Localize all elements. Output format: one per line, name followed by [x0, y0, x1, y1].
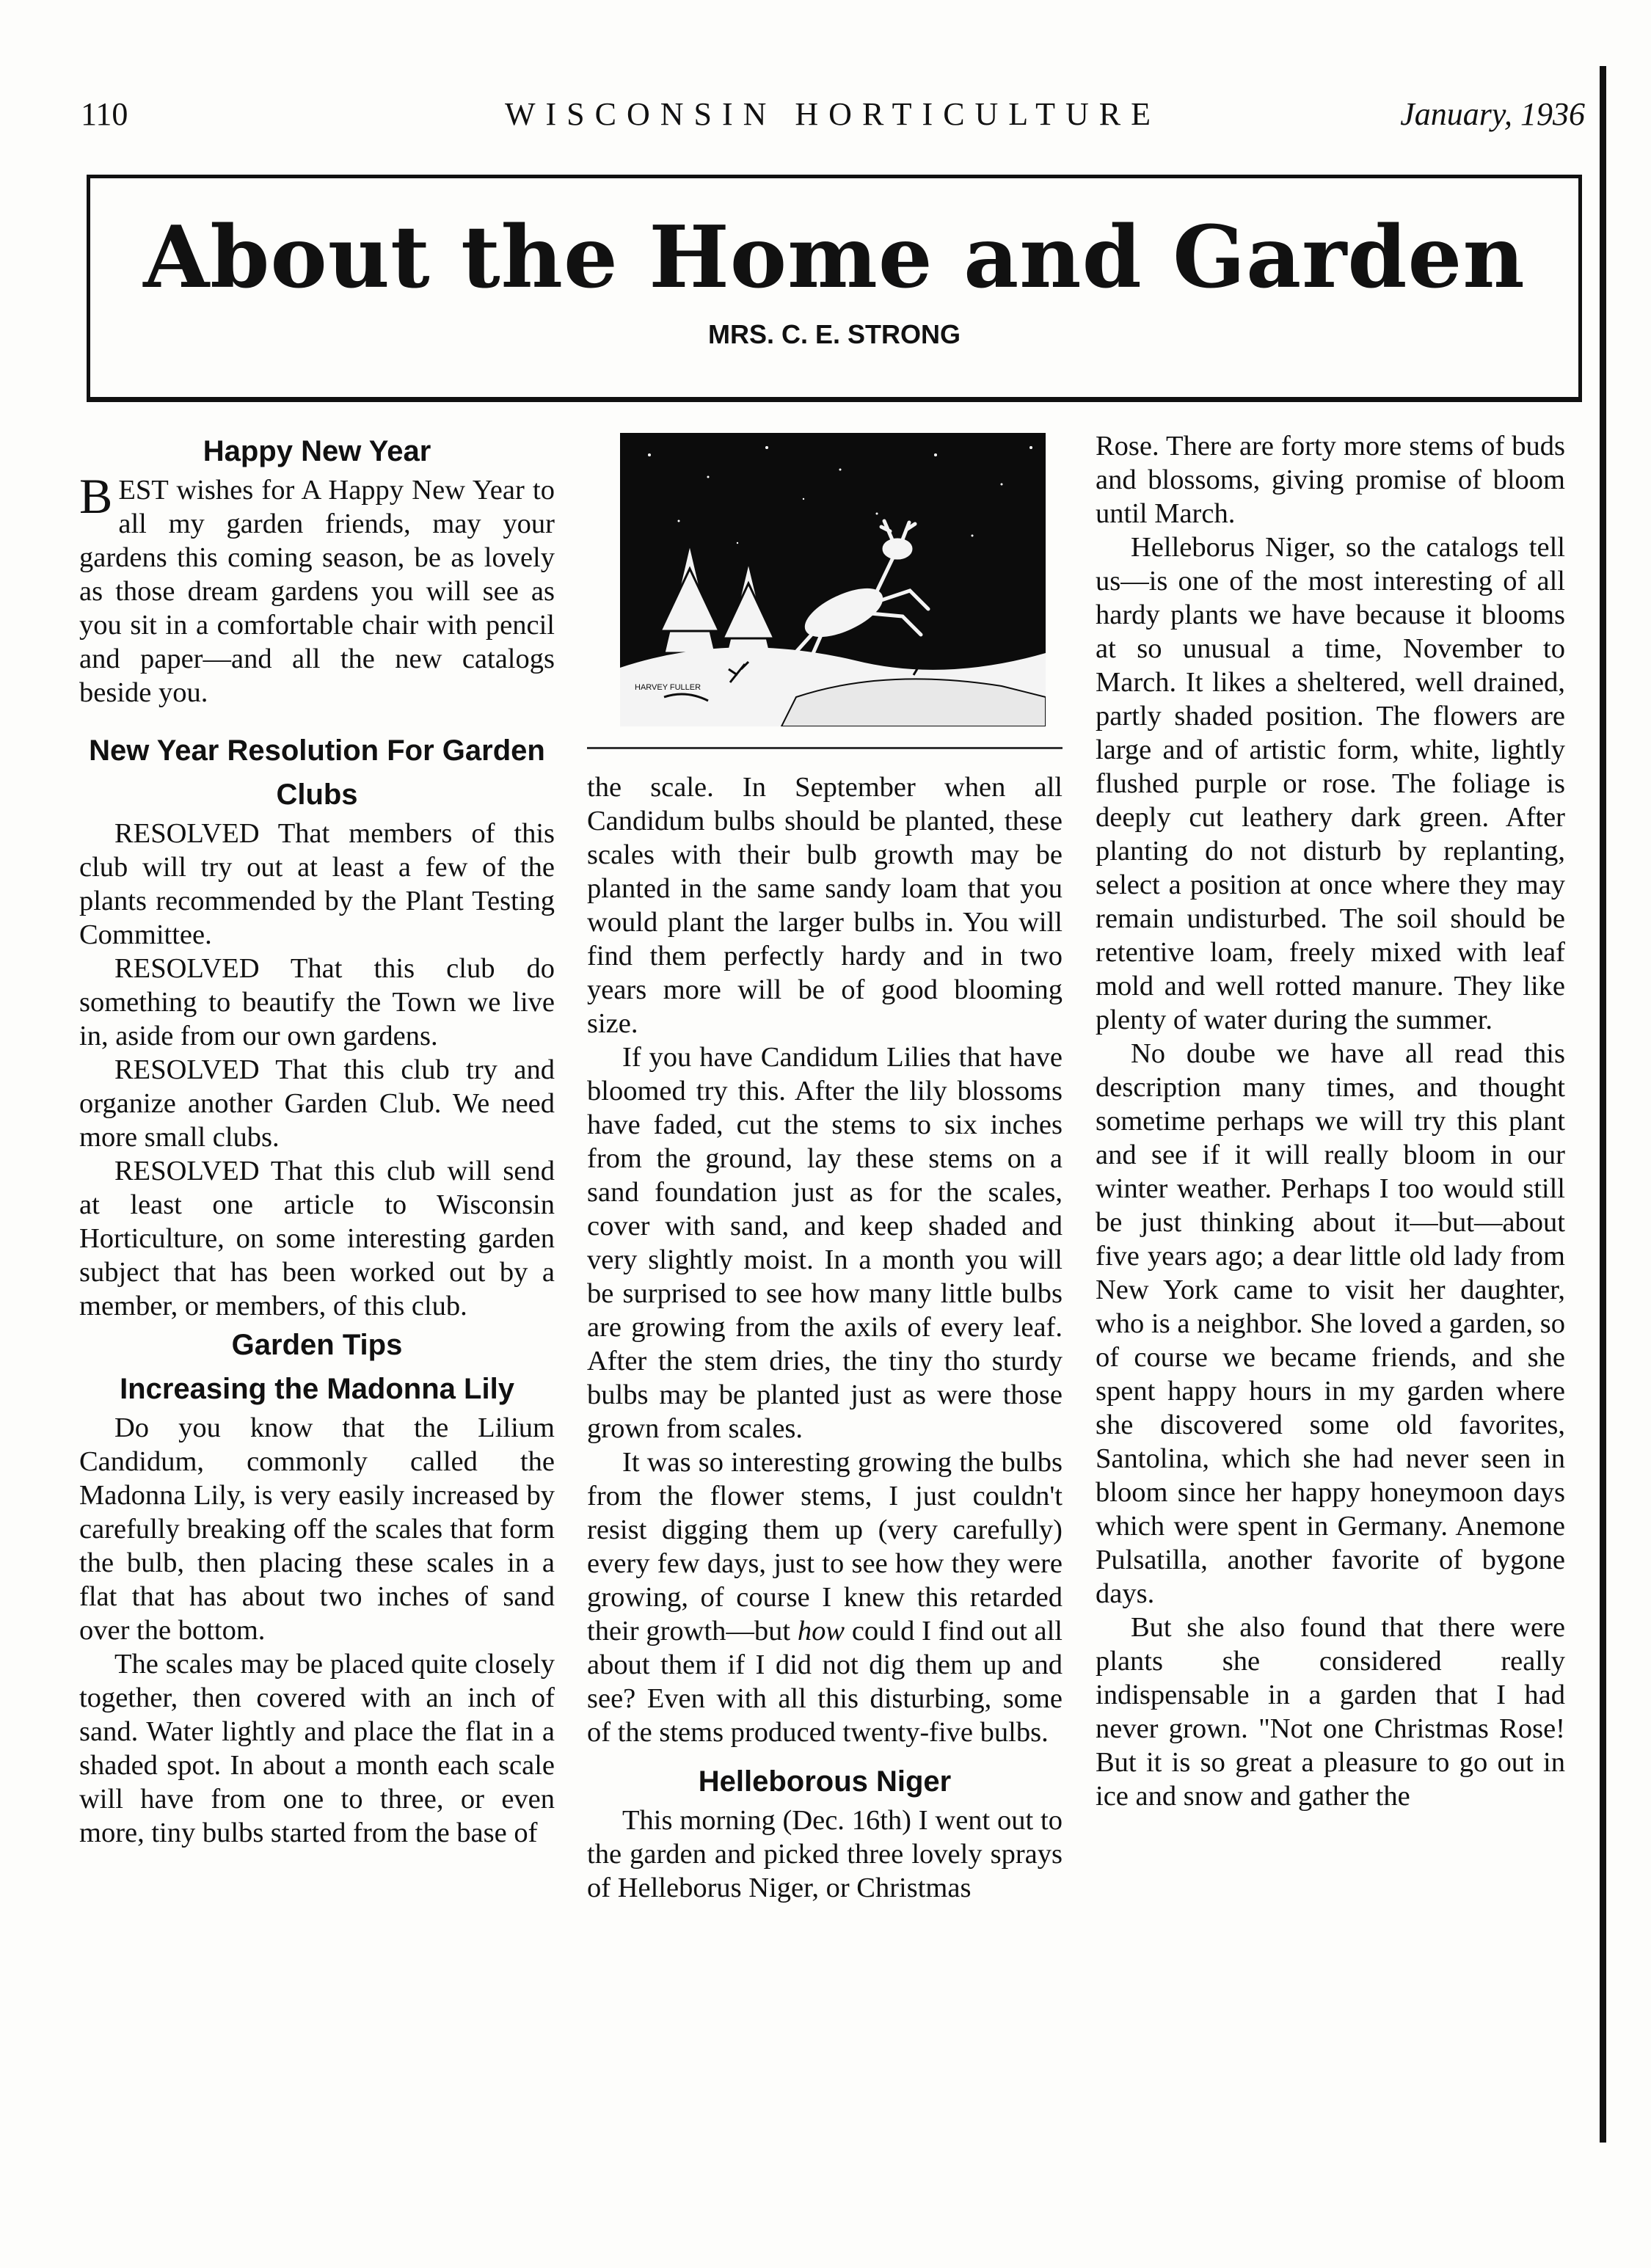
paragraph-resolution-4: RESOLVED That this club will send at least one article to Wisconsin Horticulture, on some interesting garden subject that has been worked out by a member, or members, of this club.: [79, 1156, 555, 1321]
illustration-rule: [587, 747, 1063, 749]
paragraph-candidum-stems: If you have Candidum Lilies that have bloomed try this. After the lily blossoms have faded, cut the stems to six inches from the ground, lay these stems on a sand foundation just as for the scales, cover with sand, and keep shaded and very slightly moist. In a month you will be surprised to see how many little bulbs are growing from the axils of every leaf. After the stem dries, the tiny tho sturdy bulbs may be planted just as were those grown from scales.: [587, 1042, 1063, 1444]
heading-happy-new-year: Happy New Year: [203, 435, 431, 467]
heading-helleborous-niger: Helleborous Niger: [698, 1765, 952, 1798]
paragraph-madonna-2: The scales may be placed quite closely together, then covered with an inch of sand. Water lightly and place the flat in a shaded spot. In about a month each scale will have from one to three, or even more, tiny bulbs started from the base of: [79, 1649, 555, 1848]
title-box: [87, 175, 1582, 402]
paragraph-resolution-3: RESOLVED That this club try and organize another Garden Club. We need more small clubs.: [79, 1054, 555, 1153]
heading-garden-tips: Garden Tips: [231, 1329, 403, 1361]
deer-scene-graphic: [620, 433, 1046, 726]
column-1: [79, 429, 555, 1850]
paragraph-old-lady: No doube we have all read this description many times, and thought sometime perhaps we will try this plant and see if it will really bloom in our winter weather. Perhaps I too would still be just thinking about it—but—about five years ago; a dear little old lady from New York came to visit her daughter, who is a neighbor. She loved a garden, so of course we became friends, and she spent happy hours in my garden where she discovered some old favorites, Santolina, which she had never seen in bloom since her happy honeymoon days which were spent in Germany. Anemone Pulsatilla, another favorite of bygone days.: [1096, 1038, 1565, 1609]
heading-resolution: New Year Resolution For Garden Clubs: [89, 734, 545, 811]
paragraph-resolution-2: RESOLVED That this club do something to beautify the Town we live in, aside from our own gardens.: [79, 953, 555, 1051]
paragraph-new-year: BEST wishes for A Happy New Year to all my garden friends, may your gardens this coming season, be as lovely as those dream gardens you will see as you sit in a comfortable chair with pencil and paper—and all the new catalogs beside you.: [79, 468, 555, 708]
article-author: MRS. C. E. STRONG: [707, 319, 961, 349]
paragraph-christmas-rose: But she also found that there were plants she considered really indispensable in a garden that I had never grown. "Not one Christmas Rose! But it is so great a pleasure to go out in ice and snow and gather the: [1096, 1612, 1565, 1812]
page-edge-rule: [1600, 66, 1606, 2143]
issue-date: January, 1936: [1400, 96, 1585, 132]
paragraph-digging: It was so interesting growing the bulbs from the flower stems, I just couldn't resist digging them up (very carefully) every few days, just to see how they were growing, of course I knew this retarded their growth—but how could I find out all about them if I did not dig them up and see? Even with all this disturbing, some of the stems produced twenty-five bulbs.: [587, 1447, 1063, 1748]
heading-madonna-lily: Increasing the Madonna Lily: [120, 1373, 514, 1405]
column-2: [587, 770, 1063, 1905]
paragraph-this-morning: This morning (Dec. 16th) I went out to the garden and picked three lovely sprays of Helleborus Niger, or Christmas: [587, 1805, 1063, 1903]
article-title: About the Home and Garden: [143, 208, 1526, 307]
paragraph-madonna-1: Do you know that the Lilium Candidum, commonly called the Madonna Lily, is very easily increased by carefully breaking off the scales that form the bulb, then placing these scales in a flat that has about two inches of sand over the bottom.: [79, 1412, 555, 1646]
drop-cap: B: [79, 468, 113, 524]
magazine-title: WISCONSIN HORTICULTURE: [504, 96, 1162, 132]
running-header: [81, 95, 1585, 147]
paragraph-scales-continued: the scale. In September when all Candidum bulbs should be planted, these scales with their bulb growth may be planted in the same sandy loam that you would plant the larger bulbs in. You will find them perfectly hardy and in two years more will be of good blooming size.: [587, 772, 1063, 1039]
paragraph-helleborus-description: Helleborus Niger, so the catalogs tell us—is one of the most interesting of all hardy plants we have because it blooms at so unusual a time, November to March. It likes a sheltered, well drained, partly shaded position. The flowers are large and of artistic form, white, lightly flushed purple or rose. The foliage is deeply cut leathery dark green. After planting do not disturb by replanting, select a position at once where they may remain undisturbed. The soil should be retentive loam, freely mixed with leaf mold and well rotted manure. They like plenty of water during the summer.: [1096, 532, 1565, 1035]
artist-signature: HARVEY FULLER: [635, 683, 701, 692]
paragraph-resolution-1: RESOLVED That members of this club will try out at least a few of the plants recommended by the Plant Testing Committee.: [79, 818, 555, 950]
column-3: [1096, 429, 1565, 1813]
page-number: 110: [81, 96, 128, 132]
deer-illustration: [620, 433, 1046, 726]
paragraph-rose-continued: Rose. There are forty more stems of buds and blossoms, giving promise of bloom until March.: [1096, 431, 1565, 529]
